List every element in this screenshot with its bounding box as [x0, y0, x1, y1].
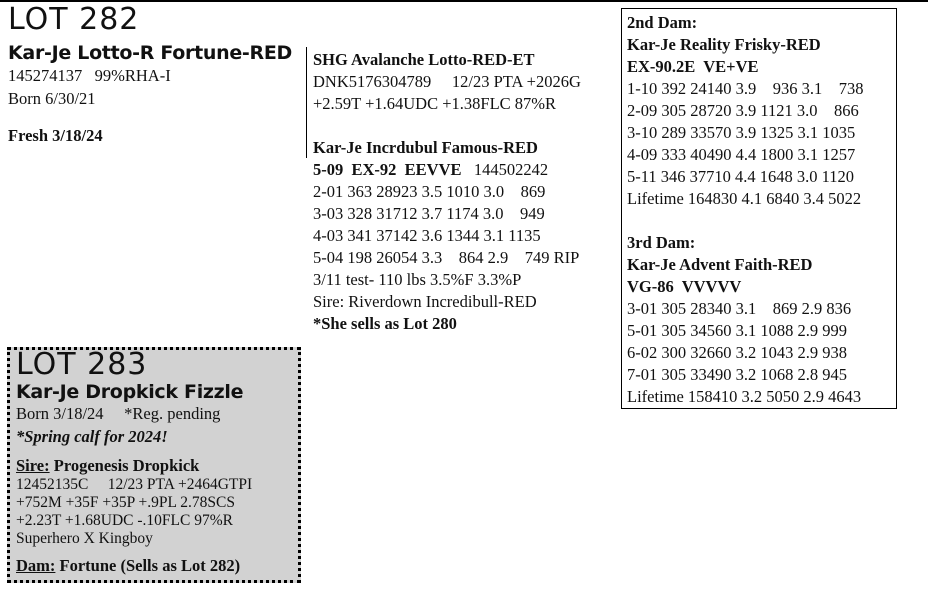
dam-282-sells: *She sells as Lot 280 [313, 314, 457, 333]
lot-282-registration: 145274137 99%RHA-I [8, 66, 171, 85]
lot-283-title: LOT 283 [16, 347, 148, 382]
third-dam-label: 3rd Dam: [627, 233, 696, 252]
lot-283-dam-line [16, 555, 240, 577]
lot-283-sire-line-1: 12452135C 12/23 PTA +2464GTPI [16, 476, 253, 493]
second-dam-record-3: 3-10 289 33570 3.9 1325 3.1 1035 [627, 123, 856, 142]
top-rule [0, 0, 928, 2]
dam-282-sire: Sire: Riverdown Incredibull-RED [313, 292, 537, 311]
sire-282-line-2: +2.59T +1.64UDC +1.38FLC 87%R [313, 94, 557, 113]
sire-282-line-1: DNK5176304789 12/23 PTA +2026G [313, 72, 581, 91]
lot-283-dam-label: Dam: [16, 556, 56, 575]
second-dam-name: Kar-Je Reality Frisky-RED [627, 35, 821, 54]
lot-283-sire-line-2: +752M +35F +35P +.9PL 2.78SCS [16, 494, 236, 511]
dam-282-class-line [313, 159, 548, 181]
second-dam-class: EX-90.2E VE+VE [627, 57, 759, 76]
second-dam-record-1: 1-10 392 24140 3.9 936 3.1 738 [627, 79, 864, 98]
lot-283-name: Kar-Je Dropkick Fizzle [16, 381, 244, 403]
third-dam-record-3: 6-02 300 32660 3.2 1043 2.9 938 [627, 343, 847, 362]
third-dam-lifetime: Lifetime 158410 3.2 5050 2.9 4643 [627, 387, 862, 406]
lot-283-sire-name: Progenesis Dropkick [49, 456, 200, 475]
lot-282-title: LOT 282 [8, 2, 140, 37]
dam-282-record-2: 3-03 328 31712 3.7 1174 3.0 949 [313, 204, 545, 223]
third-dam-record-4: 7-01 305 33490 3.2 1068 2.8 945 [627, 365, 847, 384]
second-dam-record-2: 2-09 305 28720 3.9 1121 3.0 866 [627, 101, 859, 120]
lot-283-sire-line [16, 455, 199, 477]
lot-282-name: Kar-Je Lotto-R Fortune-RED [8, 42, 293, 64]
lot-283-born: Born 3/18/24 *Reg. pending [16, 404, 221, 423]
dam-282-class: 5-09 EX-92 EEVVE [313, 160, 462, 179]
dam-282-reg: 144502242 [461, 160, 549, 179]
third-dam-record-1: 3-01 305 28340 3.1 869 2.9 836 [627, 299, 852, 318]
third-dam-class: VG-86 VVVVV [627, 277, 742, 296]
lot-282-born: Born 6/30/21 [8, 89, 96, 108]
dam-282-record-1: 2-01 363 28923 3.5 1010 3.0 869 [313, 182, 546, 201]
lot-283-sire-line-4: Superhero X Kingboy [16, 530, 153, 547]
lot-283-dam-text: Fortune (Sells as Lot 282) [55, 556, 241, 575]
dam-282-record-4: 5-04 198 26054 3.3 864 2.9 749 RIP [313, 248, 580, 267]
dam-282-record-3: 4-03 341 37142 3.6 1344 3.1 1135 [313, 226, 541, 245]
dam-282-test: 3/11 test- 110 lbs 3.5%F 3.3%P [313, 270, 522, 289]
sire-282-name: SHG Avalanche Lotto-RED-ET [313, 50, 535, 69]
third-dam-record-2: 5-01 305 34560 3.1 1088 2.9 999 [627, 321, 847, 340]
dam-282-name: Kar-Je Incrdubul Famous-RED [313, 138, 538, 157]
second-dam-lifetime: Lifetime 164830 4.1 6840 3.4 5022 [627, 189, 862, 208]
second-dam-label: 2nd Dam: [627, 13, 698, 32]
third-dam-name: Kar-Je Advent Faith-RED [627, 255, 813, 274]
lot-283-sire-label: Sire: [16, 456, 50, 475]
lot-282-fresh: Fresh 3/18/24 [8, 126, 103, 145]
second-dam-record-5: 5-11 346 37710 4.4 1648 3.0 1120 [627, 167, 855, 186]
pedigree-divider [306, 47, 307, 158]
lot-283-sire-line-3: +2.23T +1.68UDC -.10FLC 97%R [16, 512, 233, 529]
second-dam-record-4: 4-09 333 40490 4.4 1800 3.1 1257 [627, 145, 856, 164]
lot-283-note: *Spring calf for 2024! [16, 427, 168, 446]
